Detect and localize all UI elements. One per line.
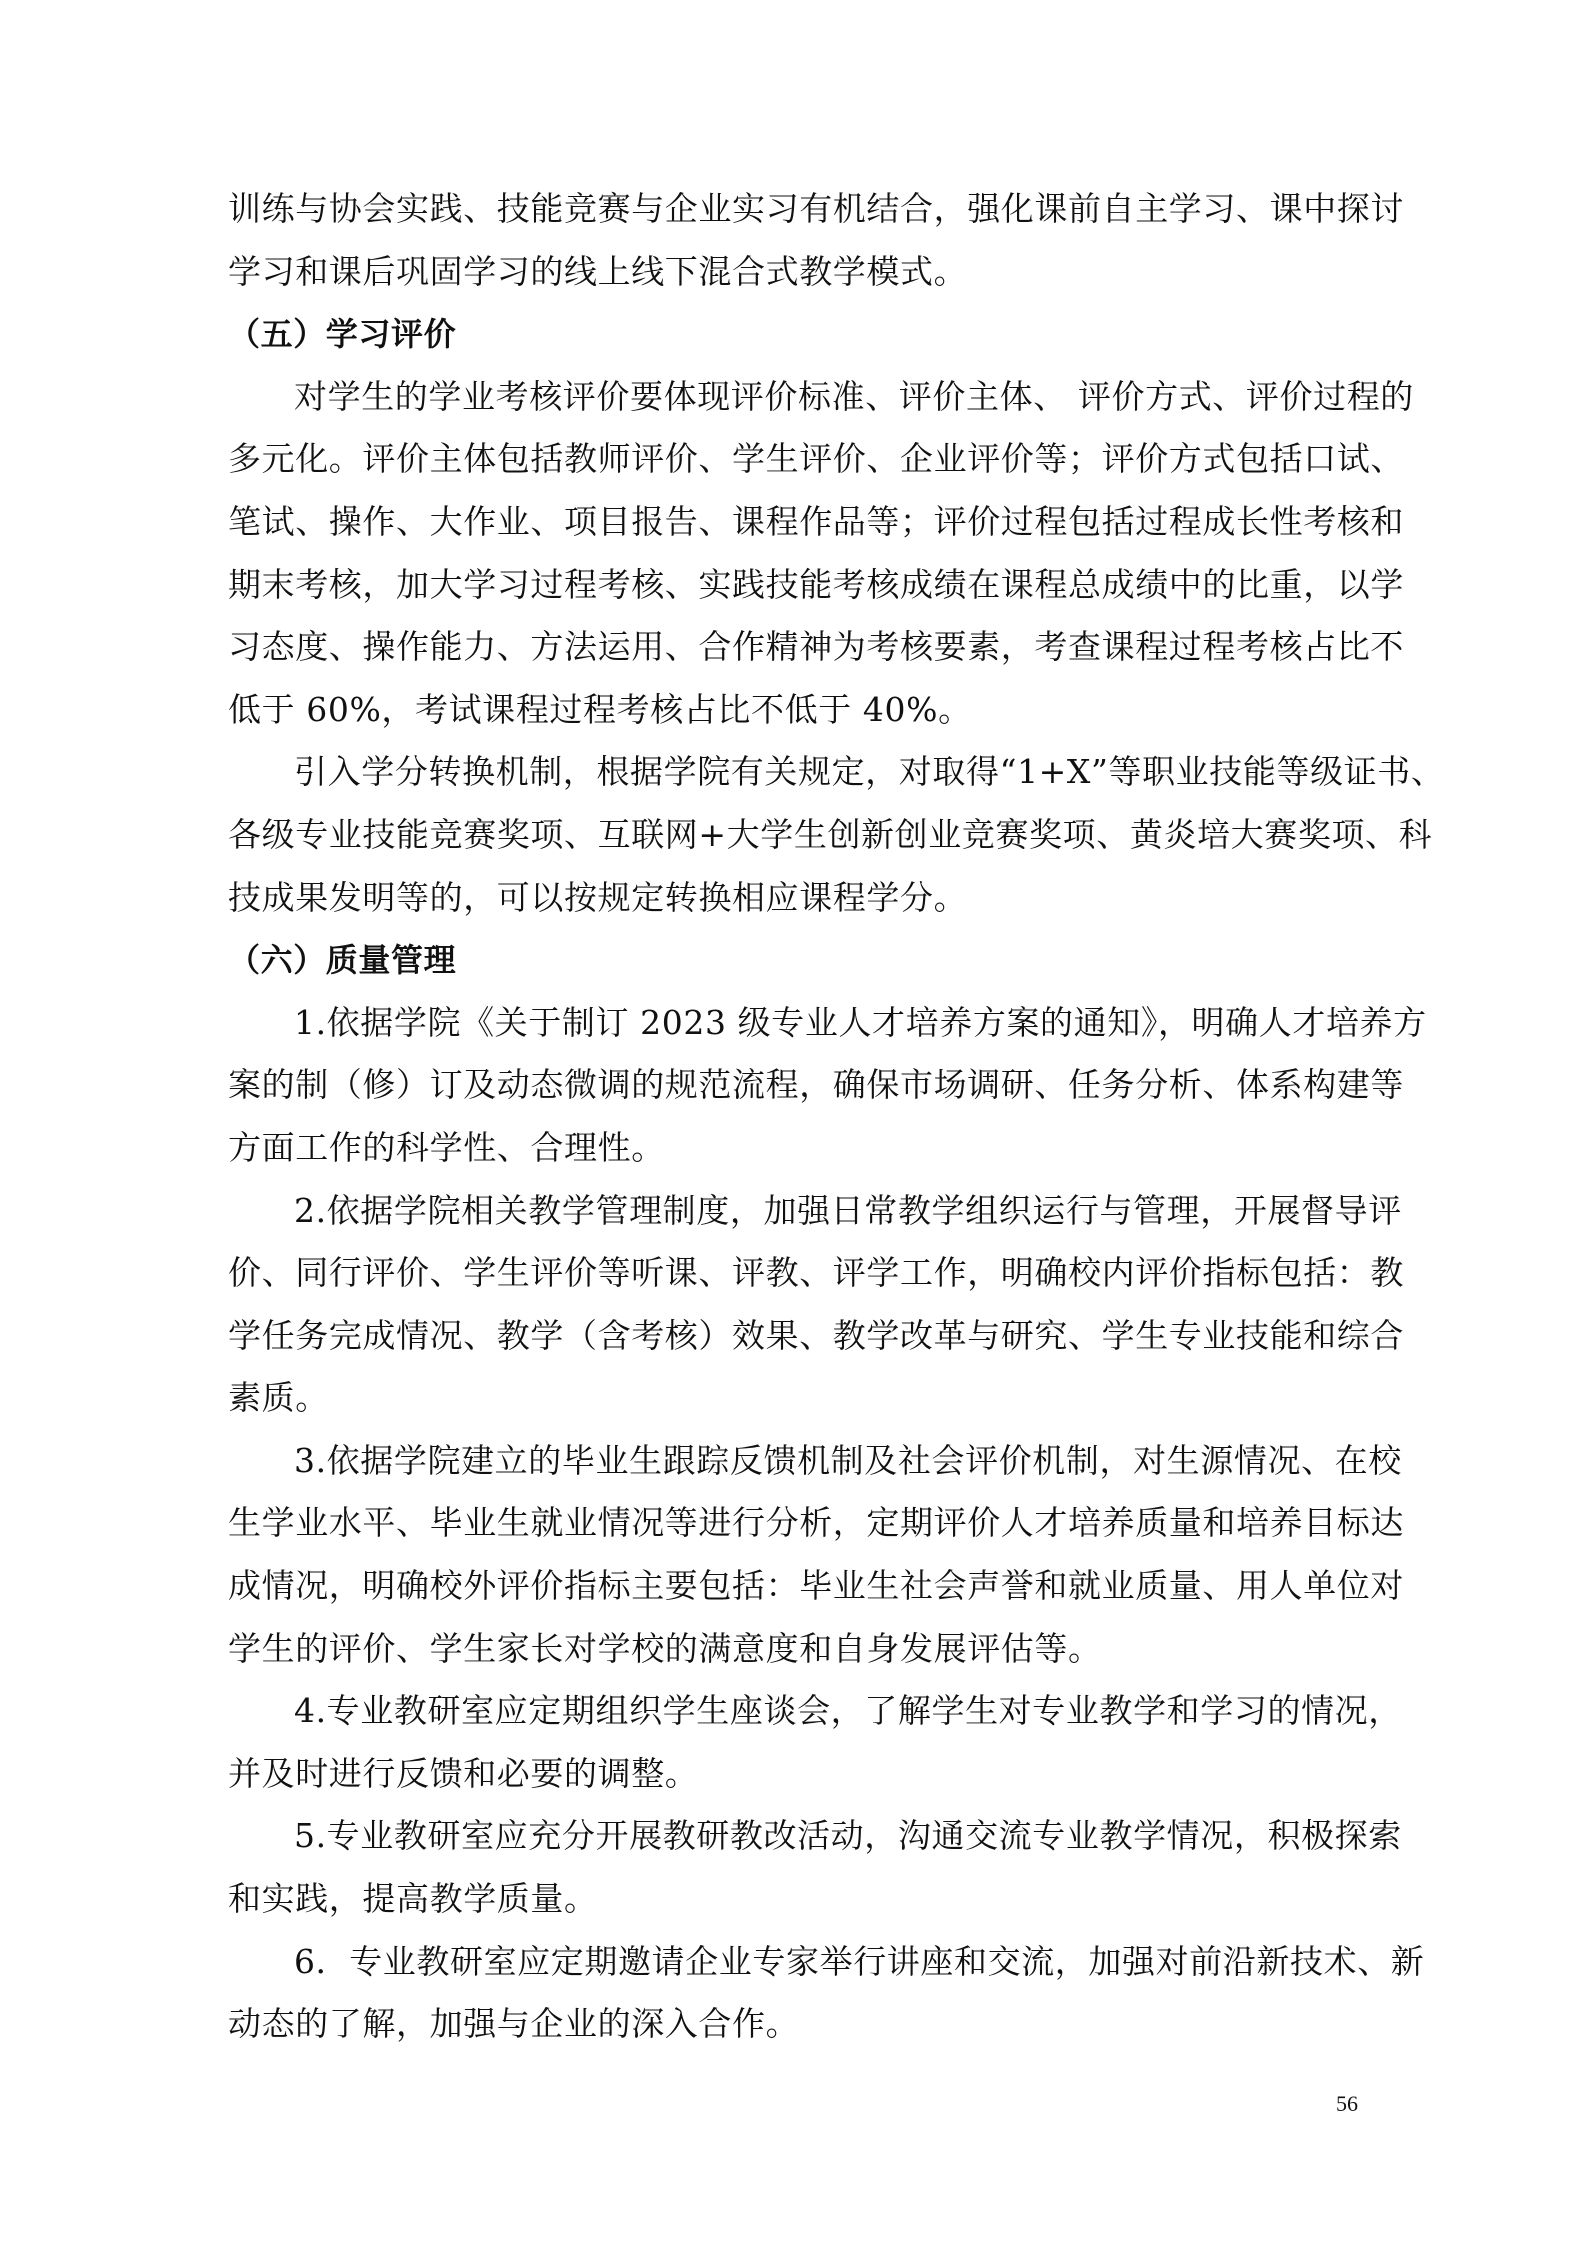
text-line: 和实践，提高教学质量。 bbox=[228, 1879, 598, 1919]
text-line: 成情况，明确校外评价指标主要包括：毕业生社会声誉和就业质量、用人单位对 bbox=[228, 1566, 1404, 1606]
text-line: 6．专业教研室应定期邀请企业专家举行讲座和交流，加强对前沿新技术、新 bbox=[294, 1941, 1425, 1981]
text-line: 对学生的学业考核评价要体现评价标准、评价主体、 评价方式、评价过程的 bbox=[294, 376, 1414, 416]
section-heading-quality-management: （六）质量管理 bbox=[228, 941, 457, 980]
text-line: 生学业水平、毕业生就业情况等进行分析，定期评价人才培养质量和培养目标达 bbox=[228, 1503, 1404, 1543]
text-line: 素质。 bbox=[228, 1378, 329, 1418]
text-line: 期末考核，加大学习过程考核、实践技能考核成绩在课程总成绩中的比重，以学 bbox=[228, 564, 1404, 604]
text-line: 2.依据学院相关教学管理制度，加强日常教学组织运行与管理，开展督导评 bbox=[294, 1190, 1402, 1230]
text-line: 1.依据学院《关于制订 2023 级专业人才培养方案的通知》，明确人才培养方 bbox=[294, 1002, 1427, 1042]
text-line: 学习和课后巩固学习的线上线下混合式教学模式。 bbox=[228, 251, 968, 291]
body-text bbox=[228, 178, 1445, 2056]
text-line: 学生的评价、学生家长对学校的满意度和自身发展评估等。 bbox=[228, 1628, 1102, 1668]
text-line: 方面工作的科学性、合理性。 bbox=[228, 1127, 665, 1167]
text-line: 并及时进行反馈和必要的调整。 bbox=[228, 1753, 699, 1793]
text-line: 5.专业教研室应充分开展教研教改活动，沟通交流专业教学情况，积极探索 bbox=[294, 1816, 1402, 1856]
text-line: 笔试、操作、大作业、项目报告、课程作品等；评价过程包括过程成长性考核和 bbox=[228, 501, 1404, 541]
text-line: 习态度、操作能力、方法运用、合作精神为考核要素，考查课程过程考核占比不 bbox=[228, 627, 1404, 667]
text-line: 引入学分转换机制，根据学院有关规定，对取得“1+X”等职业技能等级证书、 bbox=[294, 752, 1445, 792]
page-number: 56 bbox=[1336, 2091, 1358, 2116]
text-line: 学任务完成情况、教学（含考核）效果、教学改革与研究、学生专业技能和综合 bbox=[228, 1315, 1404, 1355]
text-line: 技成果发明等的，可以按规定转换相应课程学分。 bbox=[228, 877, 968, 917]
text-line: 价、同行评价、学生评价等听课、评教、评学工作，明确校内评价指标包括：教 bbox=[228, 1253, 1404, 1293]
section-heading-learning-evaluation: （五）学习评价 bbox=[228, 315, 457, 354]
text-line: 4.专业教研室应定期组织学生座谈会，了解学生对专业教学和学习的情况， bbox=[294, 1691, 1402, 1731]
text-line: 各级专业技能竞赛奖项、互联网+大学生创新创业竞赛奖项、黄炎培大赛奖项、科 bbox=[228, 814, 1433, 854]
text-line: 案的制（修）订及动态微调的规范流程，确保市场调研、任务分析、体系构建等 bbox=[228, 1065, 1404, 1105]
text-line: 低于 60%，考试课程过程考核占比不低于 40%。 bbox=[228, 689, 972, 729]
text-line: 训练与协会实践、技能竞赛与企业实习有机结合，强化课前自主学习、课中探讨 bbox=[228, 189, 1404, 228]
text-line: 3.依据学院建立的毕业生跟踪反馈机制及社会评价机制，对生源情况、在校 bbox=[294, 1440, 1402, 1480]
text-line: 多元化。评价主体包括教师评价、学生评价、企业评价等；评价方式包括口试、 bbox=[228, 439, 1404, 479]
text-line: 动态的了解，加强与企业的深入合作。 bbox=[228, 2004, 800, 2044]
